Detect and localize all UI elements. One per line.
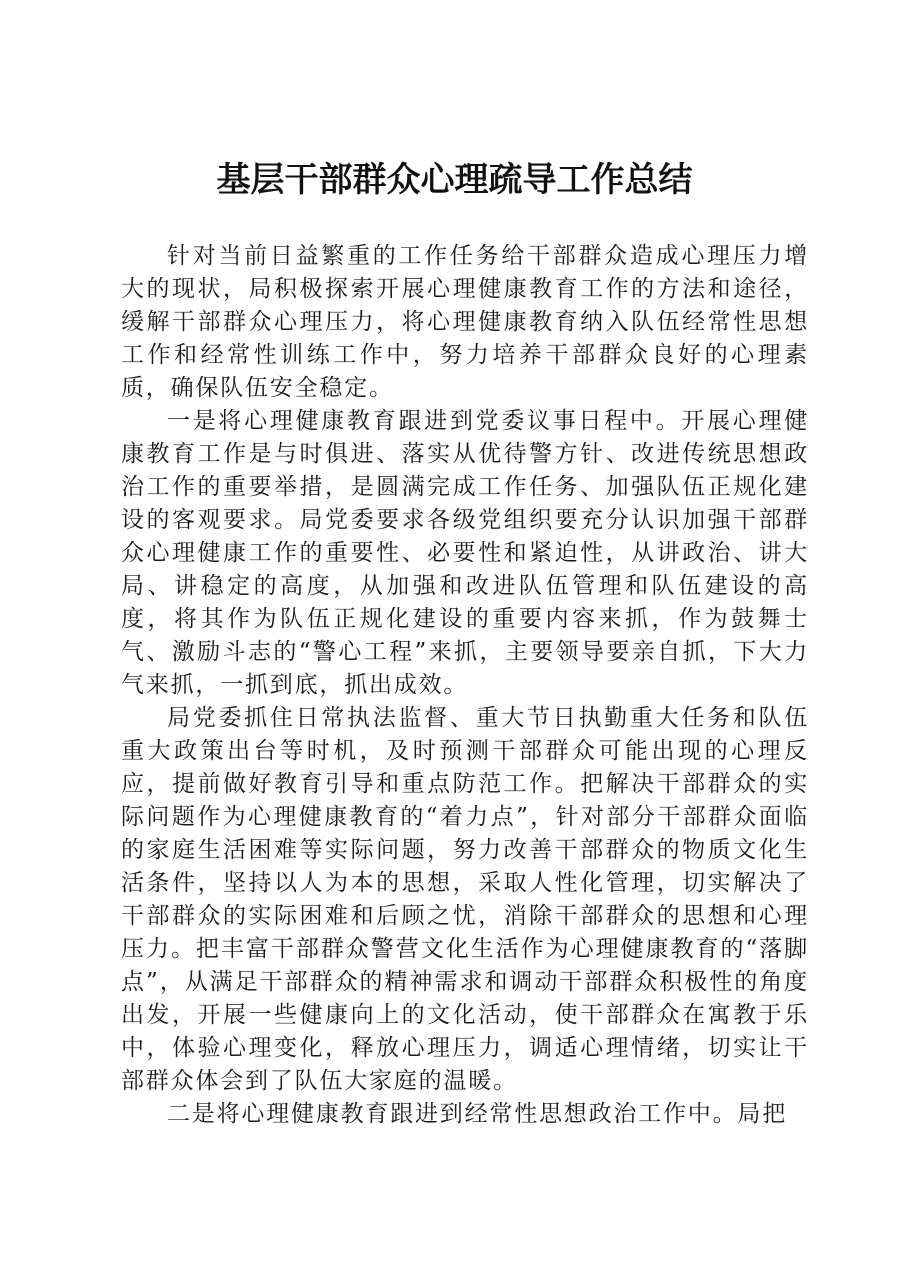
- document-body: [121, 240, 809, 1131]
- paragraph-party-committee: 局党委抓住日常执法监督、重大节日执勤重大任务和队伍重大政策出台等时机，及时预测干部群众可能出现的心理反应，提前做好教育引导和重点防范工作。把解决干部群众的实际问题作为心理健康教育的“着力点”，针对部分干部群众面临的家庭生活困难等实际问题，努力改善干部群众的物质文化生活条件，坚持以人为本的思想，采取人性化管理，切实解决了干部群众的实际困难和后顾之忧，消除干部群众的思想和心理压力。把丰富干部群众警营文化生活作为心理健康教育的“落脚点”，从满足干部群众的精神需求和调动干部群众积极性的角度出发，开展一些健康向上的文化活动，使干部群众在寓教于乐中，体验心理变化，释放心理压力，调适心理情绪，切实让干部群众体会到了队伍大家庭的温暖。: [121, 705, 809, 1094]
- paragraph-point-two: 二是将心理健康教育跟进到经常性思想政治工作中。局把: [167, 1101, 787, 1127]
- document-title: 基层干部群众心理疏导工作总结: [216, 160, 693, 200]
- paragraph-intro: 针对当前日益繁重的工作任务给干部群众造成心理压力增大的现状，局积极探索开展心理健康教育工作的方法和途径，缓解干部群众心理压力，将心理健康教育纳入队伍经常性思想工作和经常性训练工作中，努力培养干部群众良好的心理素质，确保队伍安全稳定。: [121, 243, 809, 401]
- paragraph-point-one: 一是将心理健康教育跟进到党委议事日程中。开展心理健康教育工作是与时俱进、落实从优待警方针、改进传统思想政治工作的重要举措，是圆满完成工作任务、加强队伍正规化建设的客观要求。局党委要求各级党组织要充分认识加强干部群众心理健康工作的重要性、必要性和紧迫性，从讲政治、讲大局、讲稳定的高度，从加强和改进队伍管理和队伍建设的高度，将其作为队伍正规化建设的重要内容来抓，作为鼓舞士气、激励斗志的“警心工程”来抓，主要领导要亲自抓，下大力气来抓，一抓到底，抓出成效。: [121, 408, 809, 698]
